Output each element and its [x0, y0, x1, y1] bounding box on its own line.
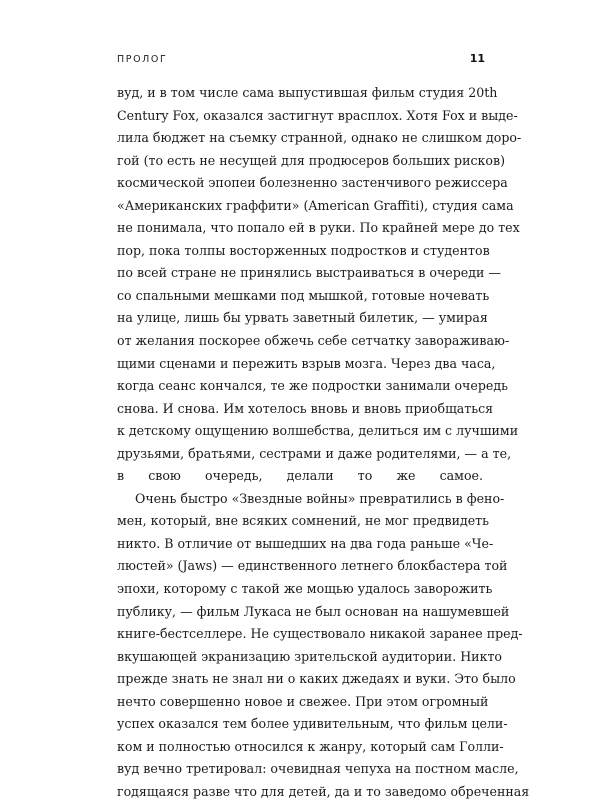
text-line: публику, — фильм Лукаса не был основан на нашумевшей — [117, 603, 510, 619]
text-line: на улице, лишь бы урвать заветный билетик, — умирая — [117, 310, 488, 326]
text-line: щими сценами и пережить взрыв мозга. Через два часа, — [117, 355, 496, 371]
paragraph-first-line: Очень быстро «Звездные войны» превратились в фено- — [135, 490, 505, 506]
text-line: гой (то есть не несущей для продюсеров больших рисков) — [117, 152, 505, 168]
text-line: от желания поскорее обжечь себе сетчатку завораживаю- — [117, 333, 510, 349]
text-line: никто. В отличие от вышедших на два года раньше «Че- — [117, 535, 494, 551]
text-line: со спальными мешками под мышкой, готовые ночевать — [117, 287, 490, 303]
text-line: лила бюджет на съемку странной, однако не слишком доро- — [117, 130, 522, 146]
text-line: не понимала, что попало ей в руки. По крайней мере до тех — [117, 220, 520, 236]
text-line: по всей стране не принялись выстраиваться в очереди — — [117, 265, 501, 281]
page-number: 11 — [469, 52, 485, 65]
text-line: мен, который, вне всяких сомнений, не мог предвидеть — [117, 513, 490, 529]
text-line: книге-бестселлере. Не существовало никакой заранее пред- — [117, 626, 523, 642]
text-line: пор, пока толпы восторженных подростков и студентов — [117, 242, 490, 258]
text-line: нечто совершенно новое и свежее. При этом огромный — [117, 693, 489, 709]
text-line: вкушающей экранизацию зрительской аудитории. Никто — [117, 648, 503, 664]
text-line: когда сеанс кончался, те же подростки занимали очередь — [117, 378, 508, 394]
text-line: ком и полностью относился к жанру, который сам Голли- — [117, 738, 504, 754]
text-line: «Американских граффити» (American Graffiti), студия сама — [117, 197, 514, 213]
body-text — [117, 82, 530, 804]
text-line: к детскому ощущению волшебства, делиться им с лучшими — [117, 423, 519, 439]
text-line: вуд, и в том числе сама выпустившая фильм студия 20th — [117, 85, 498, 100]
text-line: в свою очередь, делали то же самое. — [117, 468, 483, 484]
running-head: ПРОЛОГ — [117, 54, 168, 65]
text-line: прежде знать не знал ни о каких джедаях и вуки. Это было — [117, 671, 516, 687]
text-line: люстей» (Jaws) — единственного летнего блокбастера той — [117, 558, 508, 574]
text-line: друзьями, братьями, сестрами и даже родителями, — а те, — [117, 445, 512, 461]
text-line: снова. И снова. Им хотелось вновь и вновь приобщаться — [117, 400, 494, 416]
text-line: космической эпопеи болезненно застенчивого режиссера — [117, 175, 508, 191]
text-line: вуд вечно третировал: очевидная чепуха на постном масле, — [117, 761, 519, 777]
text-line: годящаяся разве что для детей, да и то заведомо обреченная — [117, 783, 530, 799]
text-line: эпохи, которому с такой же мощью удалось заворожить — [117, 581, 493, 597]
text-line: успех оказался тем более удивительным, что фильм цели- — [117, 716, 508, 732]
text-line: Century Fox, оказался застигнут врасплох. Хотя Fox и выде- — [117, 107, 518, 123]
